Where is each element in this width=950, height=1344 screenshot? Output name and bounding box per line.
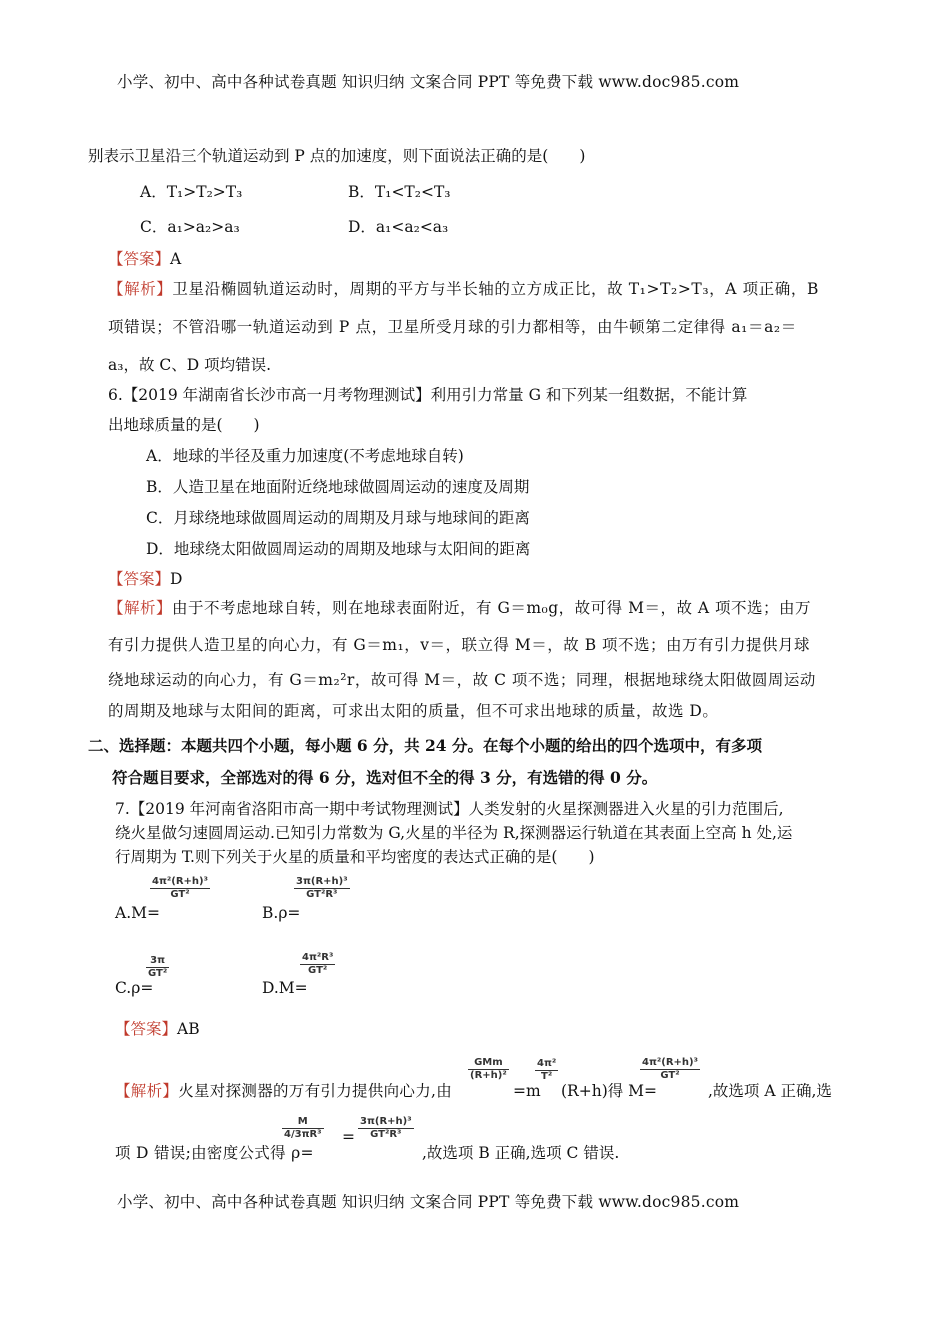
q7-analysis-fraction-omega: $\frac{\text{4π²}}{\text{T²}}$ [537, 1058, 557, 1082]
q6-option-d: D．地球绕太阳做圆周运动的周期及地球与太阳间的距离 [146, 540, 531, 558]
q7-analysis-line-2a: 项 D 错误;由密度公式得 ρ= [115, 1144, 314, 1162]
analysis-tag: 【解析】 [108, 599, 173, 617]
answer-tag: 【答案】 [115, 1020, 178, 1038]
answer-tag: 【答案】 [108, 250, 171, 268]
q7-option-d-label: D.M= [262, 979, 308, 997]
q7-analysis-mid: =m [513, 1082, 541, 1100]
q7-analysis-line-2b: ,故选项 B 正确,选项 C 错误. [422, 1144, 620, 1162]
page-footer: 小学、初中、高中各种试卷真题 知识归纳 文案合同 PPT 等免费下载 www.doc985.com [117, 1193, 740, 1211]
q7-option-d-formula: $\frac{\text{4π²R³}}{\text{GT²}}$ [302, 952, 334, 976]
answer-tag: 【答案】 [108, 570, 171, 588]
q6-stem-line-1: 6.【2019 年湖南省长沙市高一月考物理测试】利用引力常量 G 和下列某一组数据，不能计算 [108, 386, 748, 404]
q6-option-c: C．月球绕地球做圆周运动的周期及月球与地球间的距离 [146, 509, 530, 527]
q5-analysis-line-1: 【解析】卫星沿椭圆轨道运动时，周期的平方与半长轴的立方成正比，故 T₁>T₂>T₃，A 项正确，B [108, 280, 819, 298]
q7-option-b-label: B.ρ= [262, 904, 301, 922]
q5-option-d: D．a₁<a₂<a₃ [348, 218, 449, 236]
q5-stem: 别表示卫星沿三个轨道运动到 P 点的加速度，则下面说法正确的是( ) [88, 147, 586, 165]
section-2-heading-line-1: 二、选择题：本题共四个小题，每小题 6 分，共 24 分。在每个小题的给出的四个选项中，有多项 [88, 736, 762, 755]
analysis-tag: 【解析】 [115, 1082, 179, 1100]
q6-analysis-line-2: 有引力提供人造卫星的向心力，有 G＝m₁，v＝，联立得 M＝，故 B 项不选；由万有引力提供月球 [108, 636, 811, 654]
q5-analysis-line-3: a₃，故 C、D 项均错误. [108, 356, 272, 374]
q7-stem-line-1: 7.【2019 年河南省洛阳市高一期中考试物理测试】人类发射的火星探测器进入火星的引力范围后, [115, 800, 784, 818]
q7-analysis-fraction-mass: $\frac{\text{4π²(R+h)³}}{\text{GT²}}$ [642, 1057, 698, 1081]
q7-option-c-formula: $\frac{3\pi}{\text{GT²}}$ [148, 955, 168, 979]
q6-analysis-line-3: 绕地球运动的向心力，有 G＝m₂²r，故可得 M＝，故 C 项不选；同理，根据地球绕太阳做圆周运动 [108, 671, 816, 689]
q7-analysis-line-1a: 【解析】火星对探测器的万有引力提供向心力,由 [115, 1082, 453, 1100]
q7-analysis-fraction-density-b: $\frac{\text{3π(R+h)³}}{\text{GT²R³}}$ [360, 1116, 412, 1140]
page-header: 小学、初中、高中各种试卷真题 知识归纳 文案合同 PPT 等免费下载 www.doc985.com [117, 73, 740, 91]
q7-analysis-fraction-density-a: $\frac{M}{\text{4/3πR³}}$ [284, 1116, 322, 1140]
answer-value: D [170, 570, 183, 588]
q7-analysis-equals: = [342, 1128, 355, 1146]
q7-answer [115, 1018, 200, 1040]
q7-analysis-fraction-gravity: GMm (R+h)² [470, 1057, 507, 1081]
q7-analysis-line-1b: (R+h)得 M= [561, 1082, 658, 1100]
q6-stem-line-2: 出地球质量的是( ) [108, 416, 260, 434]
q7-stem-line-2: 绕火星做匀速圆周运动.已知引力常数为 G,火星的半径为 R,探测器运行轨道在其表面上空高 h 处,运 [115, 824, 793, 842]
answer-value: AB [177, 1020, 200, 1038]
q6-option-b: B．人造卫星在地面附近绕地球做圆周运动的速度及周期 [146, 478, 530, 496]
q7-option-c-label: C.ρ= [115, 979, 154, 997]
q5-analysis-line-2: 项错误；不管沿哪一轨道运动到 P 点，卫星所受月球的引力都相等，由牛顿第二定律得 a₁＝a₂＝ [108, 318, 797, 336]
q6-analysis-line-4: 的周期及地球与太阳间的距离，可求出太阳的质量，但不可求出地球的质量，故选 D。 [108, 702, 719, 720]
q7-option-a-formula: $\frac{\text{4π²(R+h)³}}{\text{GT²}}$ [152, 876, 208, 900]
analysis-tag: 【解析】 [108, 280, 173, 298]
q6-answer [108, 568, 182, 590]
q6-analysis-line-1: 【解析】由于不考虑地球自转，则在地球表面附近，有 G＝m₀g，故可得 M＝，故 A 项不选；由万 [108, 599, 812, 617]
answer-value: A [170, 250, 182, 268]
q5-option-b: B．T₁<T₂<T₃ [348, 183, 451, 201]
q7-stem-line-3: 行周期为 T.则下列关于火星的质量和平均密度的表达式正确的是( ) [115, 848, 595, 866]
section-2-heading-line-2: 符合题目要求，全部选对的得 6 分，选对但不全的得 3 分，有选错的得 0 分。 [112, 768, 658, 787]
q6-option-a: A．地球的半径及重力加速度(不考虑地球自转) [146, 447, 464, 465]
q5-option-c: C．a₁>a₂>a₃ [140, 218, 240, 236]
q5-option-a: A．T₁>T₂>T₃ [140, 183, 243, 201]
q7-option-a-label: A.M= [115, 904, 160, 922]
q5-answer [108, 248, 181, 270]
q7-analysis-line-1c: ,故选项 A 正确,选 [708, 1082, 832, 1100]
q7-option-b-formula: $\frac{\text{3π(R+h)³}}{\text{GT²R³}}$ [296, 876, 348, 900]
